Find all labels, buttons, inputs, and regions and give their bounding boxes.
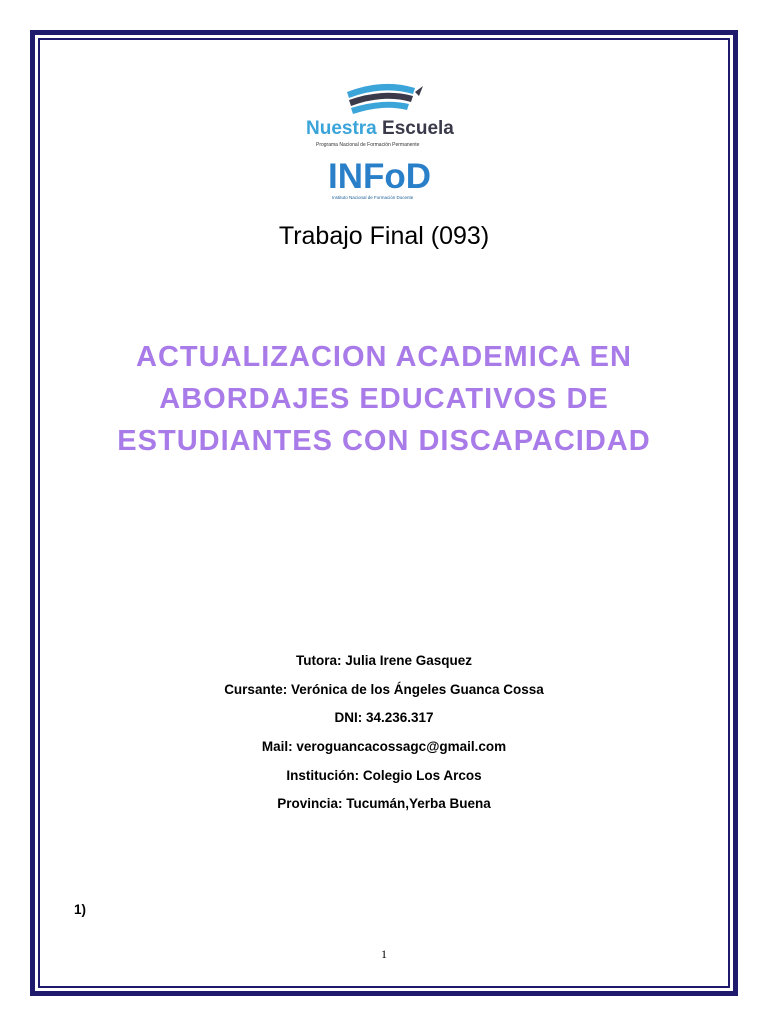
nuestra-escuela-wordmark [306, 118, 454, 140]
institution-line: Institución: Colegio Los Arcos [286, 767, 482, 783]
page-number: 1 [381, 947, 387, 961]
main-title [0, 336, 768, 462]
section-number: 1) [74, 902, 87, 917]
tutor-line: Tutora: Julia Irene Gasquez [295, 653, 473, 668]
dni-line: DNI: 34.236.317 [334, 710, 434, 726]
nuestra-escuela-arcs-icon [345, 80, 425, 118]
main-title-line: ABORDAJES EDUCATIVOS DE [159, 383, 609, 415]
infod-tagline: Instituto Nacional de Formación Docente [332, 195, 414, 200]
province-line: Provincia: Tucumán,Yerba Buena [277, 796, 491, 812]
brand-part-escuela: Escuela [382, 118, 454, 139]
document-title: Trabajo Final (093) [278, 222, 490, 250]
student-line: Cursante: Verónica de los Ángeles Guanca Cossa [224, 681, 544, 697]
nuestra-escuela-tagline: Programa Nacional de Formación Permanente [316, 142, 420, 148]
email-line: Mail: veroguancacossagc@gmail.com [261, 739, 507, 755]
main-title-line: ACTUALIZACION ACADEMICA EN [136, 341, 632, 373]
brand-part-nuestra: Nuestra [306, 118, 377, 139]
infod-wordmark: INFoD [328, 157, 432, 196]
infod-logo [328, 158, 448, 208]
student-info [0, 650, 768, 822]
main-title-line: ESTUDIANTES CON DISCAPACIDAD [117, 425, 651, 457]
nuestra-escuela-logo [300, 80, 470, 155]
